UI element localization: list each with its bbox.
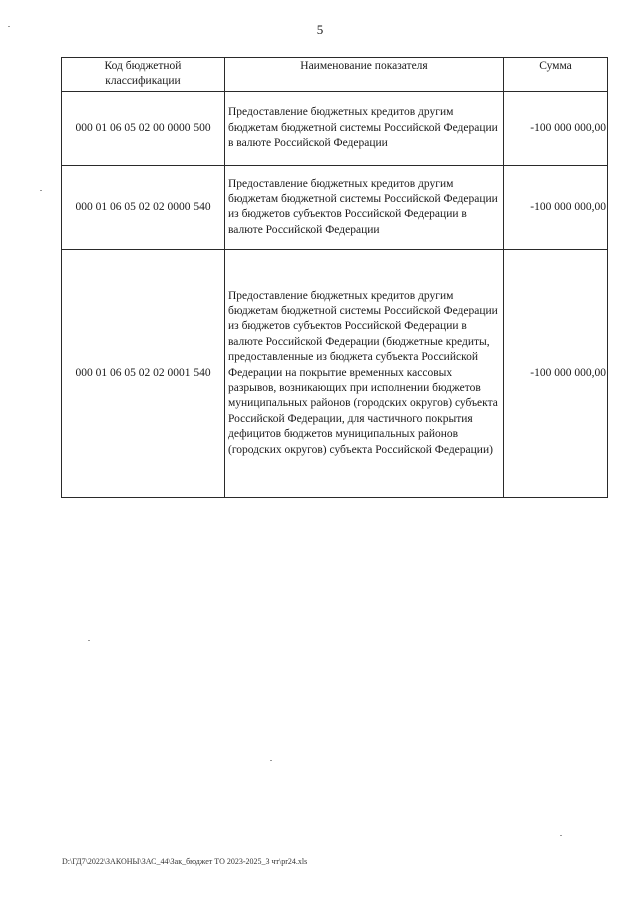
- budget-code-cell: 000 01 06 05 02 02 0000 540: [62, 165, 225, 249]
- scan-speck: [560, 835, 562, 836]
- table-row: [62, 91, 608, 165]
- sum-cell: -100 000 000,00: [504, 165, 608, 249]
- indicator-name-cell: Предоставление бюджетных кредитов другим бюджетам бюджетной системы Российской Федерации в валюте Российской Федерации: [225, 91, 504, 165]
- indicator-name-cell: Предоставление бюджетных кредитов другим бюджетам бюджетной системы Российской Федерации из бюджетов субъектов Российской Федерации в валюте Российской Федерации (бюджетные кредиты, предоставленные из бюджета субъекта Российской Федерации на покрытие временных кассовых разрывов, возникающих при исполнении бюджетов муниципальных районов (городских округов) субъекта Российской Федерации, для частичного покрытия дефицитов бюджетов муниципальных районов (городских округов) субъекта Российской Федерации): [225, 249, 504, 497]
- header-code: Код бюджетной классификации: [62, 58, 225, 92]
- sum-cell: -100 000 000,00: [504, 91, 608, 165]
- indicator-name-cell: Предоставление бюджетных кредитов другим бюджетам бюджетной системы Российской Федерации из бюджетов субъектов Российской Федерации в валюте Российской Федерации: [225, 165, 504, 249]
- budget-table: [61, 57, 608, 498]
- page-number: 5: [316, 22, 324, 37]
- table-row: [62, 165, 608, 249]
- scan-speck: [40, 190, 42, 191]
- table-row: [62, 249, 608, 497]
- header-sum: Сумма: [504, 58, 608, 92]
- header-name: Наименование показателя: [225, 58, 504, 92]
- scan-speck: [88, 640, 90, 641]
- scan-speck: [270, 760, 272, 761]
- table-header-row: [62, 58, 608, 92]
- sum-cell: -100 000 000,00: [504, 249, 608, 497]
- footer-file-path: D:\ГД7\2022\ЗАКОНЫ\ЗАС_44\Зак_бюджет ТО 2023-2025_3 чт\pr24.xls: [62, 857, 308, 866]
- scan-speck: [8, 26, 10, 27]
- budget-code-cell: 000 01 06 05 02 00 0000 500: [62, 91, 225, 165]
- budget-code-cell: 000 01 06 05 02 02 0001 540: [62, 249, 225, 497]
